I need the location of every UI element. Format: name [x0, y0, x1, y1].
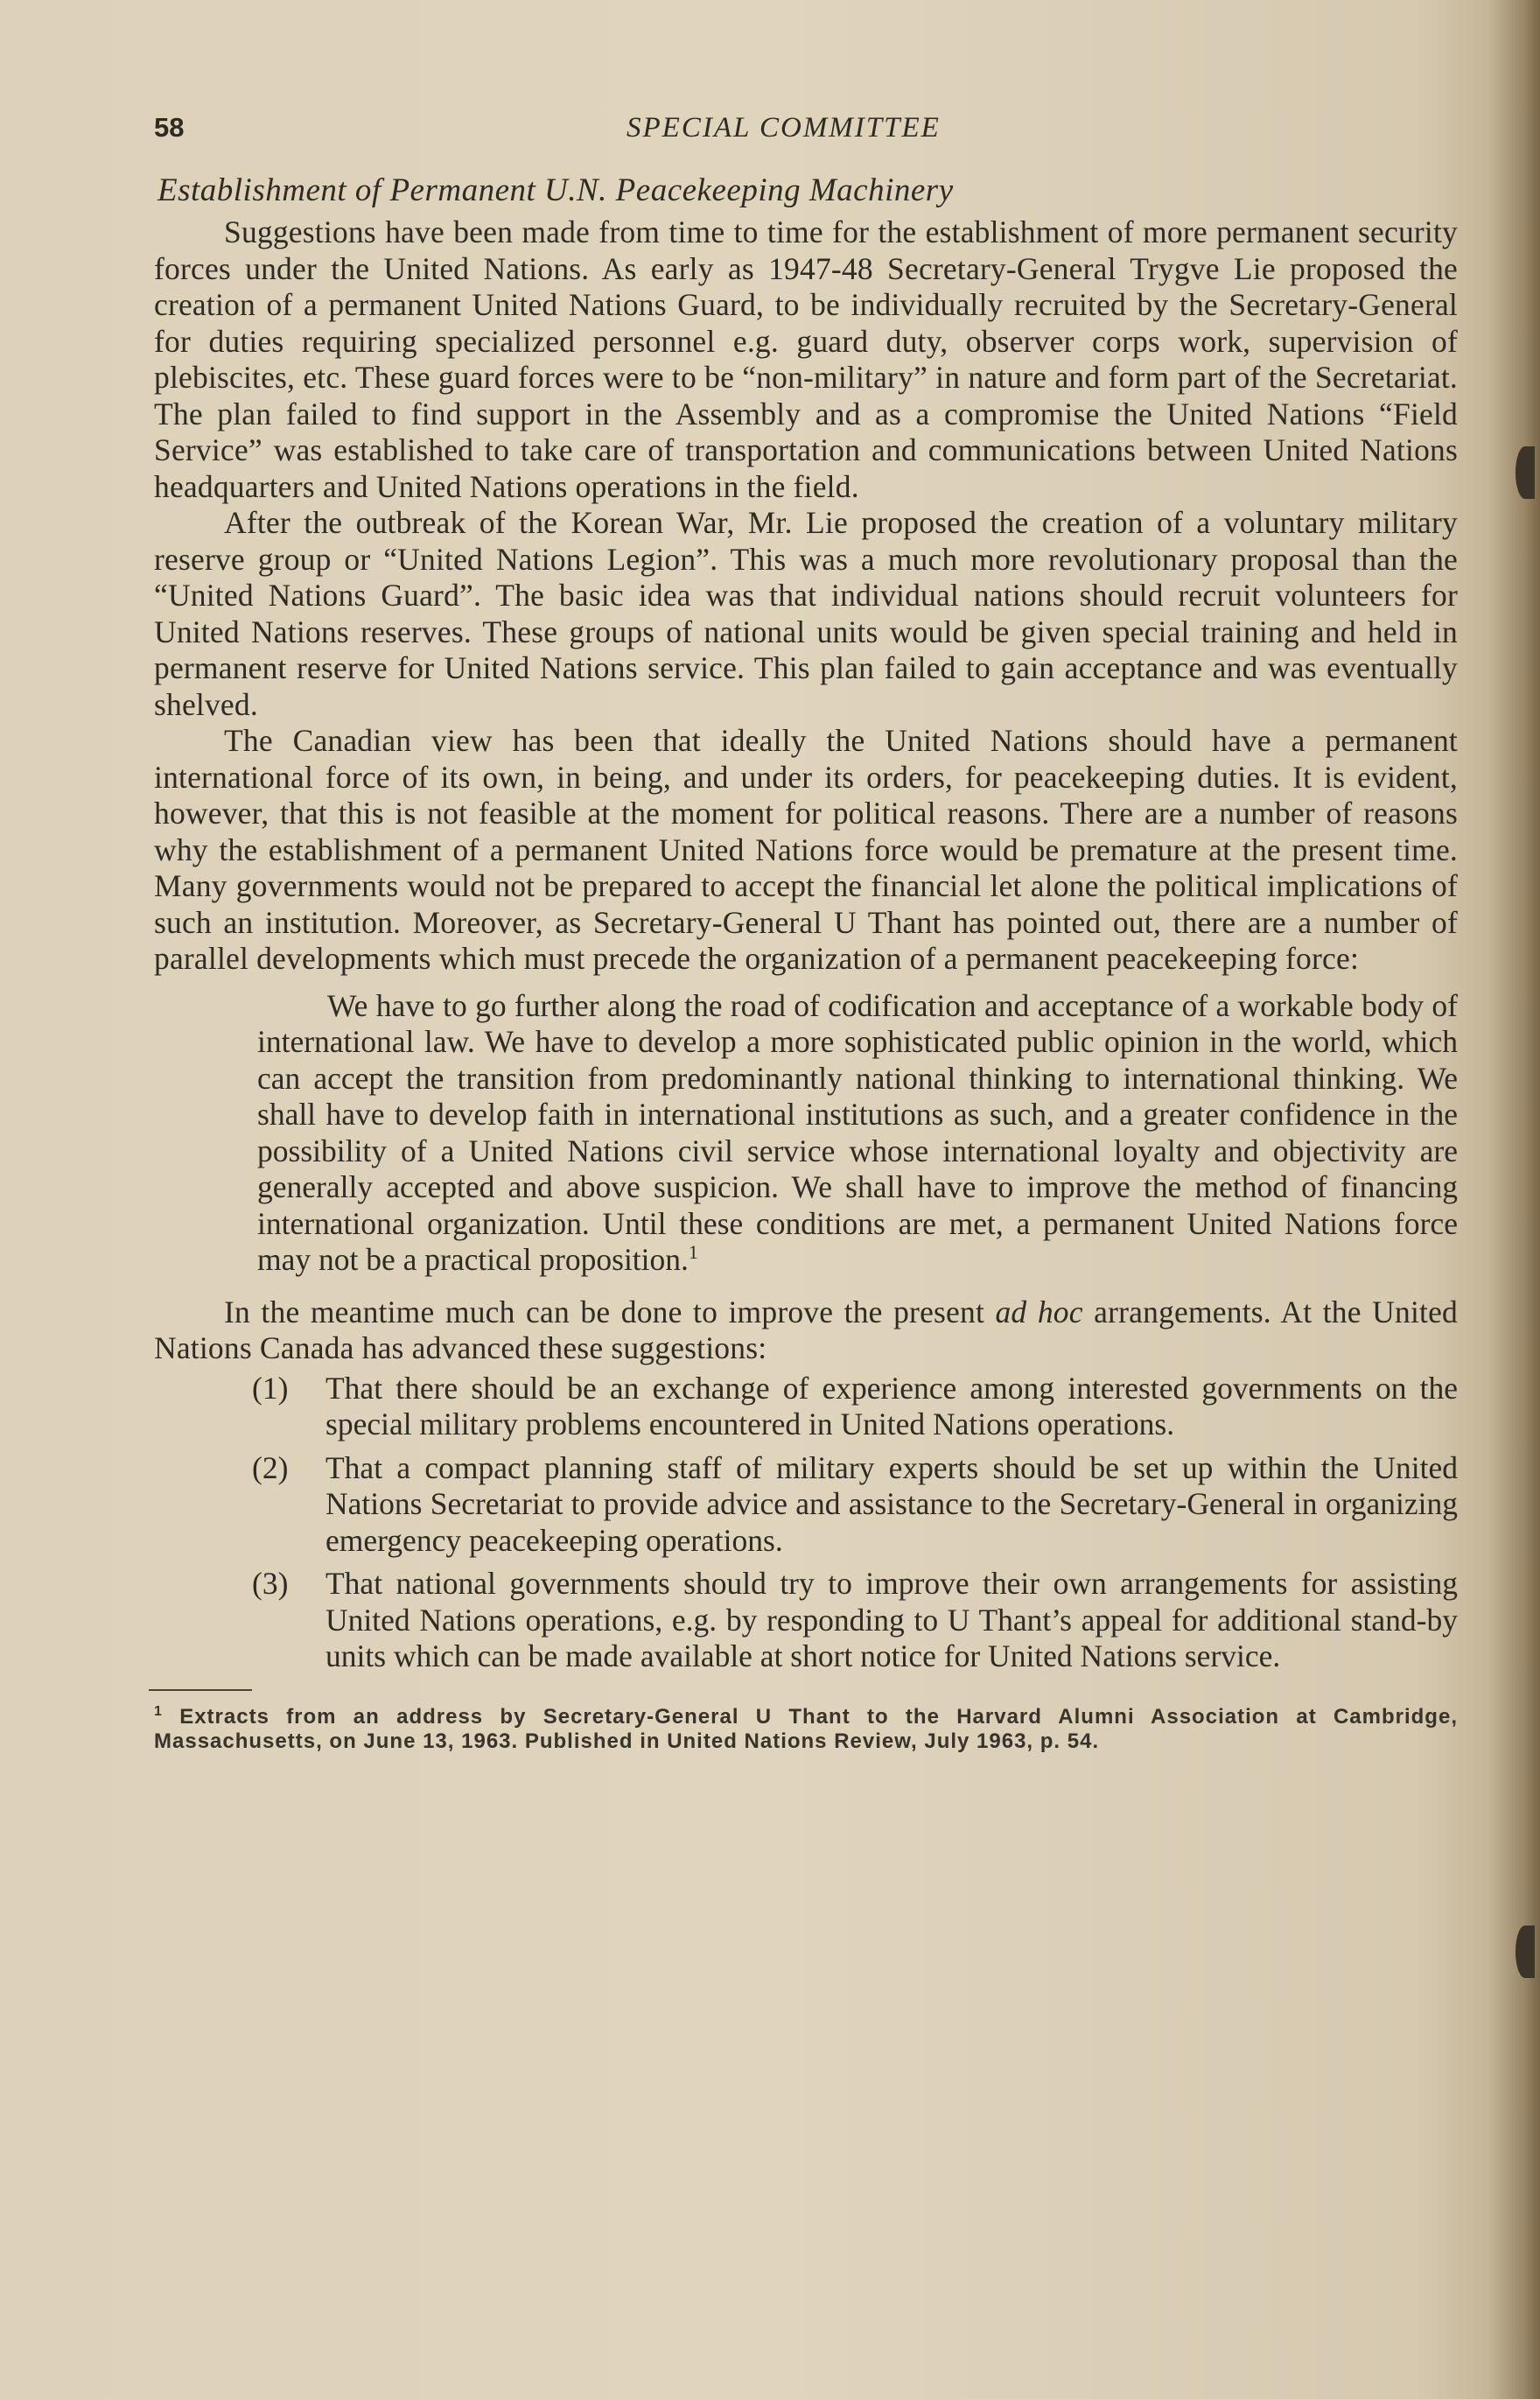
paragraph-1: Suggestions have been made from time to time for the establishment of more permanent security forces under the United Nations. As early as 1947-48 Secretary-General Trygve Lie proposed the creation of a permanent United Nations Guard, to be individually recruited by the Secretary-General for duties requiring specialized personnel e.g. guard duty, observer corps work, supervision of plebiscites, etc. These guard forces were to be “non-military” in nature and form part of the Secretariat. The plan failed to find support in the Assembly and as a compromise the United Nations “Field Service” was established to take care of transportation and communications between United Nations headquarters and United Nations operations in the field. [154, 214, 1458, 504]
page-content [154, 112, 1458, 1754]
ad-hoc-italic: ad hoc [995, 1294, 1083, 1329]
list-item [154, 1450, 1458, 1560]
paragraph-4-start: In the meantime much can be done to improve the present [224, 1294, 996, 1329]
running-head: SPECIAL COMMITTEE [626, 112, 941, 144]
list-item-number: (2) [252, 1449, 289, 1485]
page-header [154, 112, 1458, 161]
page-edge-shadow [1488, 0, 1540, 2399]
quote-text: We have to go further along the road of codification and acceptance of a workable body of international law. We have to develop a more sophisticated public opinion in the world, which can accept the transition from predominantly national thinking to international thinking. We shall have to develop faith in international institutions as such, and a greater confidence in the possibility of a United Nations civil service whose international loyalty and objectivity are generally accepted and above suspicion. We shall have to improve the method of financing international organization. Until these conditions are met, a permanent United Nations force may not be a practical proposition. [257, 987, 1458, 1277]
paragraph-3: The Canadian view has been that ideally the United Nations should have a permanent international force of its own, in being, and under its orders, for peacekeeping duties. It is evident, however, that this is not feasible at the moment for political reasons. There are a number of reasons why the establishment of a permanent United Nations force would be premature at the present time. Many governments would not be prepared to accept the financial let alone the political implications of such an institution. Moreover, as Secretary-General U Thant has pointed out, there are a number of parallel developments which must precede the organization of a permanent peacekeeping force: [154, 723, 1458, 976]
list-item-text: That there should be an exchange of experience among interested governments on the special military problems encountered in United Nations operations. [326, 1370, 1458, 1442]
footnote-reference: 1 [688, 1241, 698, 1264]
paragraph-4 [154, 1294, 1458, 1367]
page-number: 58 [154, 112, 185, 143]
footnote [154, 1700, 1458, 1754]
binding-mark-top [1516, 446, 1535, 499]
footnote-rule [149, 1689, 252, 1691]
footnote-marker: 1 [154, 1703, 163, 1719]
list-item-number: (1) [252, 1370, 289, 1406]
section-title: Establishment of Permanent U.N. Peacekeeping Machinery [158, 172, 954, 208]
binding-mark-bottom [1516, 1926, 1535, 1978]
suggestions-list [154, 1371, 1458, 1675]
paragraph-4-end: arrangements. At the United Nations Canada has advanced these suggestions: [154, 1294, 1458, 1365]
list-item-text: That a compact planning staff of military experts should be set up within the United Nations Secretariat to provide advice and assistance to the Secretary-General in organizing emergency peacekeeping operations. [326, 1449, 1458, 1558]
footnote-text: Extracts from an address by Secretary-General U Thant to the Harvard Alumni Association at Cambridge, Massachusetts, on June 13, 1963. Published in United Nations Review, July 1963, p. 54. [154, 1704, 1458, 1753]
list-item [154, 1371, 1458, 1443]
list-item-number: (3) [252, 1566, 289, 1601]
paragraph-2: After the outbreak of the Korean War, Mr. Lie proposed the creation of a voluntary military reserve group or “United Nations Legion”. This was a much more revolutionary proposal than the “United Nations Guard”. The basic idea was that individual nations should recruit volunteers for United Nations reserves. These groups of national units would be given special training and held in permanent reserve for United Nations service. This plan failed to gain acceptance and was eventually shelved. [154, 505, 1458, 722]
list-item-text: That national governments should try to improve their own arrangements for assisting United Nations operations, e.g. by responding to U Thant’s appeal for additional stand-by units which can be made available at short notice for United Nations service. [326, 1566, 1458, 1673]
list-item [154, 1566, 1458, 1675]
block-quote [257, 988, 1458, 1279]
